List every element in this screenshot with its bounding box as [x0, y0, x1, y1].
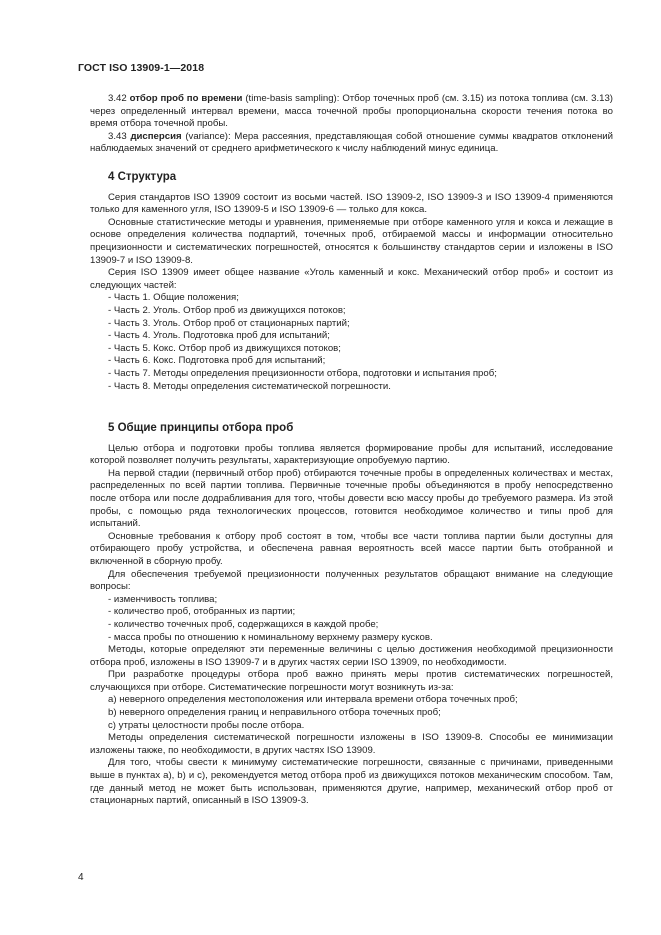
- definition-number: 3.42: [108, 93, 127, 104]
- section-5-title: 5 Общие принципы отбора проб: [108, 422, 294, 434]
- section-4-title: 4 Структура: [108, 171, 177, 183]
- section-5: [90, 422, 613, 808]
- definition-number: 3.43: [108, 130, 127, 142]
- list-item: - изменчивость топлива;: [90, 594, 613, 607]
- section-5-paragraph-1: Целью отбора и подготовки пробы топлива является формирование пробы для испытаний, исследование которой позволяет получить результаты, характеризующие опробуемую партию.: [90, 442, 613, 467]
- list-item: - масса пробы по отношению к номинальному верхнему размеру кусков.: [90, 632, 613, 645]
- list-item: - Часть 3. Уголь. Отбор проб от стационарных партий;: [90, 318, 613, 331]
- parts-list: [90, 292, 613, 393]
- section-5-paragraph-8: Для того, чтобы свести к минимуму систематические погрешности, связанные с причинами, приведенными выше в пунктах a), b) и c), рекомендуется метод отбора проб из движущихся потоков механическим способом. Там, где данный метод не может быть использован, применяются другие, например, механический отбор проб от стационарных партий, описанный в ISO 13909-3.: [90, 757, 613, 807]
- definition-term: отбор проб по времени: [129, 93, 243, 104]
- issues-list: [90, 594, 613, 644]
- definition-3-42: [90, 93, 613, 131]
- section-5-paragraph-3: Основные требования к отбору проб состоят в том, чтобы все части топлива партии были доступны для отбирающего пробу устройства, и обеспечена равная вероятность всей массе партии быть отобранной и включенной в сборную пробу.: [90, 530, 613, 567]
- section-5-paragraph-5: Методы, которые определяют эти переменные величины с целью достижения необходимой прецизионности отбора проб, изложены в ISO 13909-7 и в других частях серии ISO 13909, по необходимости.: [90, 644, 613, 668]
- section-5-paragraph-7: Методы определения систематической погрешности изложены в ISO 13909-8. Способы ее минимизации изложены также, по необходимости, в других частях ISO 13909.: [90, 732, 613, 756]
- section-5-paragraph-4: Для обеспечения требуемой прецизионности полученных результатов обращают внимание на следующие вопросы:: [90, 568, 613, 593]
- section-4-paragraph-3: Серия ISO 13909 имеет общее название «Уголь каменный и кокс. Механический отбор проб» и состоит из следующих частей:: [90, 267, 613, 291]
- list-item: - Часть 6. Кокс. Подготовка проб для испытаний;: [90, 355, 613, 368]
- list-item: b) неверного определения границ и неправильного отбора точечных проб;: [108, 707, 441, 719]
- definition-text: (variance): Мера рассеяния, представляющая собой отношение суммы квадратов отклонений наблюдаемых значений от среднего арифметического к числу наблюдений минус единица.: [90, 130, 613, 155]
- definition-3-43: [90, 131, 613, 156]
- list-item: - Часть 7. Методы определения прецизионности отбора, подготовки и испытания проб;: [90, 368, 613, 381]
- section-5-paragraph-6: При разработке процедуры отбора проб важно принять меры против систематических погрешностей, случающихся при отборе. Систематические погрешности могут возникнуть из-за:: [90, 669, 613, 693]
- definitions-block: [90, 93, 613, 156]
- document-header: ГОСТ ISO 13909-1—2018: [78, 62, 205, 74]
- page-number: 4: [78, 872, 84, 883]
- list-item: - Часть 8. Методы определения систематической погрешности.: [90, 381, 613, 394]
- list-item: - Часть 5. Кокс. Отбор проб из движущихся потоков;: [90, 343, 613, 356]
- section-5-paragraph-2: На первой стадии (первичный отбор проб) отбираются точечные пробы в определенных количествах и местах, распределенных по всей партии топлива. Первичные точечные пробы объединяются в пробу непосредственно после отбора или после додрабливания для того, чтобы довести всю массу пробы до требуемого размера. Из этой пробы, с помощью ряда технологических процессов, готовится необходимое количество и типы проб для испытаний.: [90, 467, 613, 530]
- list-item: - Часть 2. Уголь. Отбор проб из движущихся потоков;: [90, 305, 613, 318]
- list-item: - Часть 1. Общие положения;: [90, 292, 613, 305]
- causes-list: [90, 694, 613, 732]
- list-item: c) утраты целостности пробы после отбора.: [108, 719, 305, 731]
- list-item: - количество проб, отобранных из партии;: [90, 606, 613, 619]
- section-4-paragraph-2: Основные статистические методы и уравнения, применяемые при отборе каменного угля и кокса и лежащие в основе определения количества подпартий, точечных проб, отбираемой массы и информации относительно прецизионности и систематических погрешностей, относятся к большинству стандартов серии и изложены в ISO 13909-7 и ISO 13909-8.: [90, 216, 613, 266]
- definition-term: дисперсия: [130, 130, 182, 142]
- list-item: - Часть 4. Уголь. Подготовка проб для испытаний;: [90, 330, 613, 343]
- list-item: - количество точечных проб, содержащихся в каждой пробе;: [90, 619, 613, 632]
- section-4: [90, 171, 613, 393]
- definition-text: (time-basis sampling): Отбор точечных проб (см. 3.15) из потока топлива (см. 3.13) через определенный интервал времени, масса точечной пробы пропорциональна скорости течения потока во время отбора точечной пробы.: [90, 93, 613, 130]
- list-item: a) неверного определения местоположения или интервала времени отбора точечных проб;: [108, 694, 518, 706]
- section-4-paragraph-1: Серия стандартов ISO 13909 состоит из восьми частей. ISO 13909-2, ISO 13909-3 и ISO 13909-4 применяются только для каменного угля, ISO 13909-5 и ISO 13909-6 — только для кокса.: [90, 191, 613, 216]
